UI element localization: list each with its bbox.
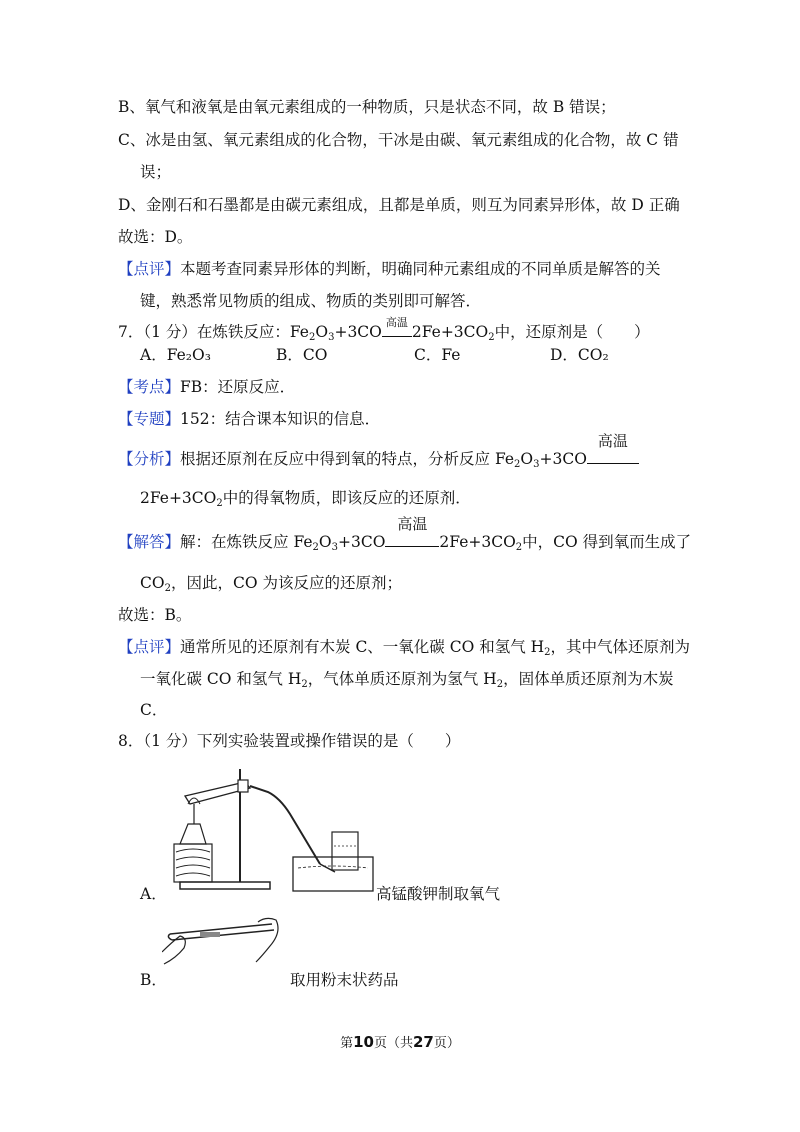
- jieda-text: 解：在炼铁反应 Fe: [180, 533, 313, 551]
- fenxi-tag: 【分析】: [118, 450, 181, 468]
- option-c: C．Fe: [414, 346, 461, 364]
- q7-after: 2Fe+3CO: [411, 323, 489, 341]
- option-a-label: A．: [140, 885, 167, 903]
- page-footer: 第10页（共27页）: [340, 1033, 460, 1051]
- question-8-stem: 8．（1 分）下列实验装置或操作错误的是（ ）: [118, 732, 461, 750]
- reaction-condition: 高温: [382, 322, 412, 342]
- review-q7-cont-2: C．: [140, 701, 168, 719]
- zhuanti-line: [118, 409, 380, 429]
- option-a-caption: 高锰酸钾制取氧气: [376, 885, 501, 903]
- fenxi-line: 【分析】根据还原剂在反应中得到氧的特点，分析反应 $Fe_2O_3+3CO$ 高温: [118, 449, 639, 469]
- review-tag: 【点评】: [118, 260, 181, 278]
- option-c-analysis: C、冰是由氢、氧元素组成的化合物，干冰是由碳、氧元素组成的化合物，故 C 错: [118, 131, 679, 149]
- review-tag: 【点评】: [118, 638, 181, 656]
- option-d: D．CO₂: [550, 346, 609, 364]
- zhuanti-text: 152：结合课本知识的信息．: [180, 410, 381, 428]
- review-q7-cont: 一氧化碳 CO 和氢气 $H_2$，气体单质还原剂为氢气 $H_2$，固体单质还原剂为木炭: [140, 670, 674, 690]
- kaodian-text: FB：还原反应．: [180, 378, 296, 396]
- total-pages: 27: [413, 1033, 434, 1051]
- powder-reagent-handling-image: [162, 912, 282, 967]
- kaodian-line: [118, 377, 295, 397]
- reaction-condition: 高温: [385, 532, 439, 552]
- review-q7: 【点评】通常所见的还原剂有木炭 C、一氧化碳 CO 和氢气 $H_2$，其中气体还原剂为: [118, 638, 691, 658]
- fenxi-line-2: $2Fe+3CO_2$中的得氧物质，即该反应的还原剂．: [140, 489, 471, 509]
- jieda-line: 【解答】解：在炼铁反应 $Fe_2O_3+3CO$ 高温 $2Fe+3CO_2$中，CO 得到氧而生成了: [118, 515, 692, 553]
- option-a: A．Fe₂O₃: [140, 346, 211, 364]
- reaction-condition: 高温: [587, 449, 639, 469]
- option-c-analysis-cont: 误；: [140, 163, 172, 181]
- option-d-analysis: D、金刚石和石墨都是由碳元素组成，且都是单质，则互为同素异形体，故 D 正确: [118, 196, 680, 214]
- page-number: 10: [353, 1033, 374, 1051]
- jieda-tag: 【解答】: [118, 533, 181, 551]
- q7-prefix: 7．（1 分）在炼铁反应：Fe: [118, 323, 309, 341]
- review-q6: [118, 259, 661, 279]
- answer-choose-d: 故选：D。: [118, 228, 193, 246]
- zhuanti-tag: 【专题】: [118, 410, 181, 428]
- option-b-label: B．: [140, 971, 167, 989]
- option-b-caption: 取用粉末状药品: [290, 971, 399, 989]
- review-text: 本题考查同素异形体的判断，明确同种元素组成的不同单质是解答的关: [180, 260, 661, 278]
- potassium-permanganate-apparatus-image: [160, 764, 385, 894]
- answer-choose-b: 故选：B。: [118, 606, 192, 624]
- option-b-analysis: B、氧气和液氧是由氧元素组成的一种物质，只是状态不同，故 B 错误；: [118, 98, 616, 116]
- kaodian-tag: 【考点】: [118, 378, 181, 396]
- question-7-stem: 7．（1 分）在炼铁反应：$Fe_2O_3+3CO$ 高温 $2Fe+3CO_2$中，还原剂是（ ）: [118, 316, 650, 343]
- q7-suffix: 中，还原剂是（ ）: [494, 323, 650, 341]
- jieda-line-2: $CO_2$，因此，CO 为该反应的还原剂；: [140, 574, 402, 594]
- q7-mid: +3CO: [334, 323, 382, 341]
- fenxi-text: 根据还原剂在反应中得到氧的特点，分析反应 Fe: [180, 450, 515, 468]
- review-q6-cont: 键，熟悉常见物质的组成、物质的类别即可解答．: [140, 292, 482, 310]
- option-b: B．CO: [276, 346, 328, 364]
